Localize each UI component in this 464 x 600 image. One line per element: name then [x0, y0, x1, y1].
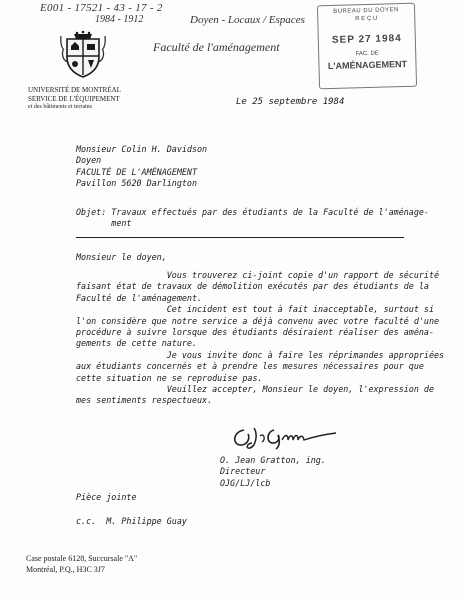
subject-line: ment — [76, 218, 132, 229]
carbon-copy: c.c. M. Philippe Guay — [76, 516, 187, 526]
body-line: Cet incident est tout à fait inacceptable, surtout si — [76, 304, 434, 315]
body-line: Faculté de l'aménagement. — [76, 292, 203, 303]
body-line: faisant état de travaux de démolition exécutés par des étudiants de la — [76, 281, 429, 292]
handwritten-signature — [230, 424, 340, 450]
body-line: Veuillez accepter, Monsieur le doyen, l'expression de — [76, 384, 434, 395]
body-line: Je vous invite donc à faire les réprimandes appropriées — [76, 349, 445, 360]
recipient-line: Monsieur Colin H. Davidson — [76, 144, 208, 154]
university-crest-icon — [58, 30, 108, 80]
body-line: mes sentiments respectueux. — [76, 395, 213, 406]
letter-body — [76, 270, 444, 407]
body-line: cette situation ne se reproduise pas. — [76, 372, 263, 383]
footer-address — [26, 553, 137, 575]
signer-reference: OJG/LJ/lcb — [220, 477, 271, 488]
subject-line: Objet: Travaux effectués par des étudiants de la Faculté de l'aménage- — [76, 207, 429, 217]
body-line: gements de cette nature. — [76, 338, 198, 349]
signer-name: O. Jean Gratton, ing. — [220, 455, 326, 465]
letter-date: Le 25 septembre 1984 — [236, 97, 345, 107]
body-line: aux étudiants concernés et à prendre les mesures nécessaires pour que — [76, 361, 424, 372]
footer-line: Montréal, P.Q., H3C 3J7 — [26, 565, 105, 574]
body-line: l'on considère que notre service a déjà convenu avec votre faculté d'une — [76, 315, 440, 326]
salutation: Monsieur le doyen, — [76, 252, 167, 262]
recipient-line: Doyen — [76, 155, 102, 166]
signer-block — [220, 455, 326, 489]
recipient-line: FACULTÉ DE L'AMÉNAGEMENT — [76, 166, 198, 177]
stamp-date: SEP 27 1984 — [331, 33, 402, 46]
handwritten-reference-number: E001 - 17521 - 43 - 17 - 2 — [40, 2, 163, 14]
enclosure-note: Pièce jointe — [76, 492, 137, 502]
letterhead — [28, 86, 121, 112]
stamp-line-2: R E Ç U — [355, 15, 378, 23]
stamp-line-1: BUREAU DU DOYEN — [333, 7, 400, 15]
recipient-address — [76, 144, 207, 190]
recipient-line: Pavillon 5620 Darlington — [76, 178, 198, 189]
receipt-stamp — [317, 3, 417, 90]
stamp-line-4: FAC. DE — [355, 50, 379, 58]
handwritten-department: Doyen - Locaux / Espaces — [190, 14, 305, 26]
sub-service-name: et des bâtiments et terrains — [28, 104, 92, 110]
handwritten-dates: 1984 - 1912 — [95, 14, 144, 25]
subject — [76, 207, 429, 230]
signer-title: Directeur — [220, 466, 266, 477]
body-line: Vous trouverez ci-joint copie d'un rapport de sécurité — [76, 270, 440, 280]
service-name: SERVICE DE L'ÉQUIPEMENT — [28, 94, 120, 103]
institution-name: UNIVERSITÉ DE MONTRÉAL — [28, 86, 121, 94]
body-line: procédure à suivre lorsque des étudiants désiraient réaliser des aména- — [76, 327, 434, 338]
footer-line: Case postale 6128, Succursale "A" — [26, 554, 138, 563]
subject-divider — [76, 237, 404, 238]
handwritten-faculty: Faculté de l'aménagement — [153, 40, 280, 54]
stamp-line-5: L'AMÉNAGEMENT — [327, 58, 408, 72]
